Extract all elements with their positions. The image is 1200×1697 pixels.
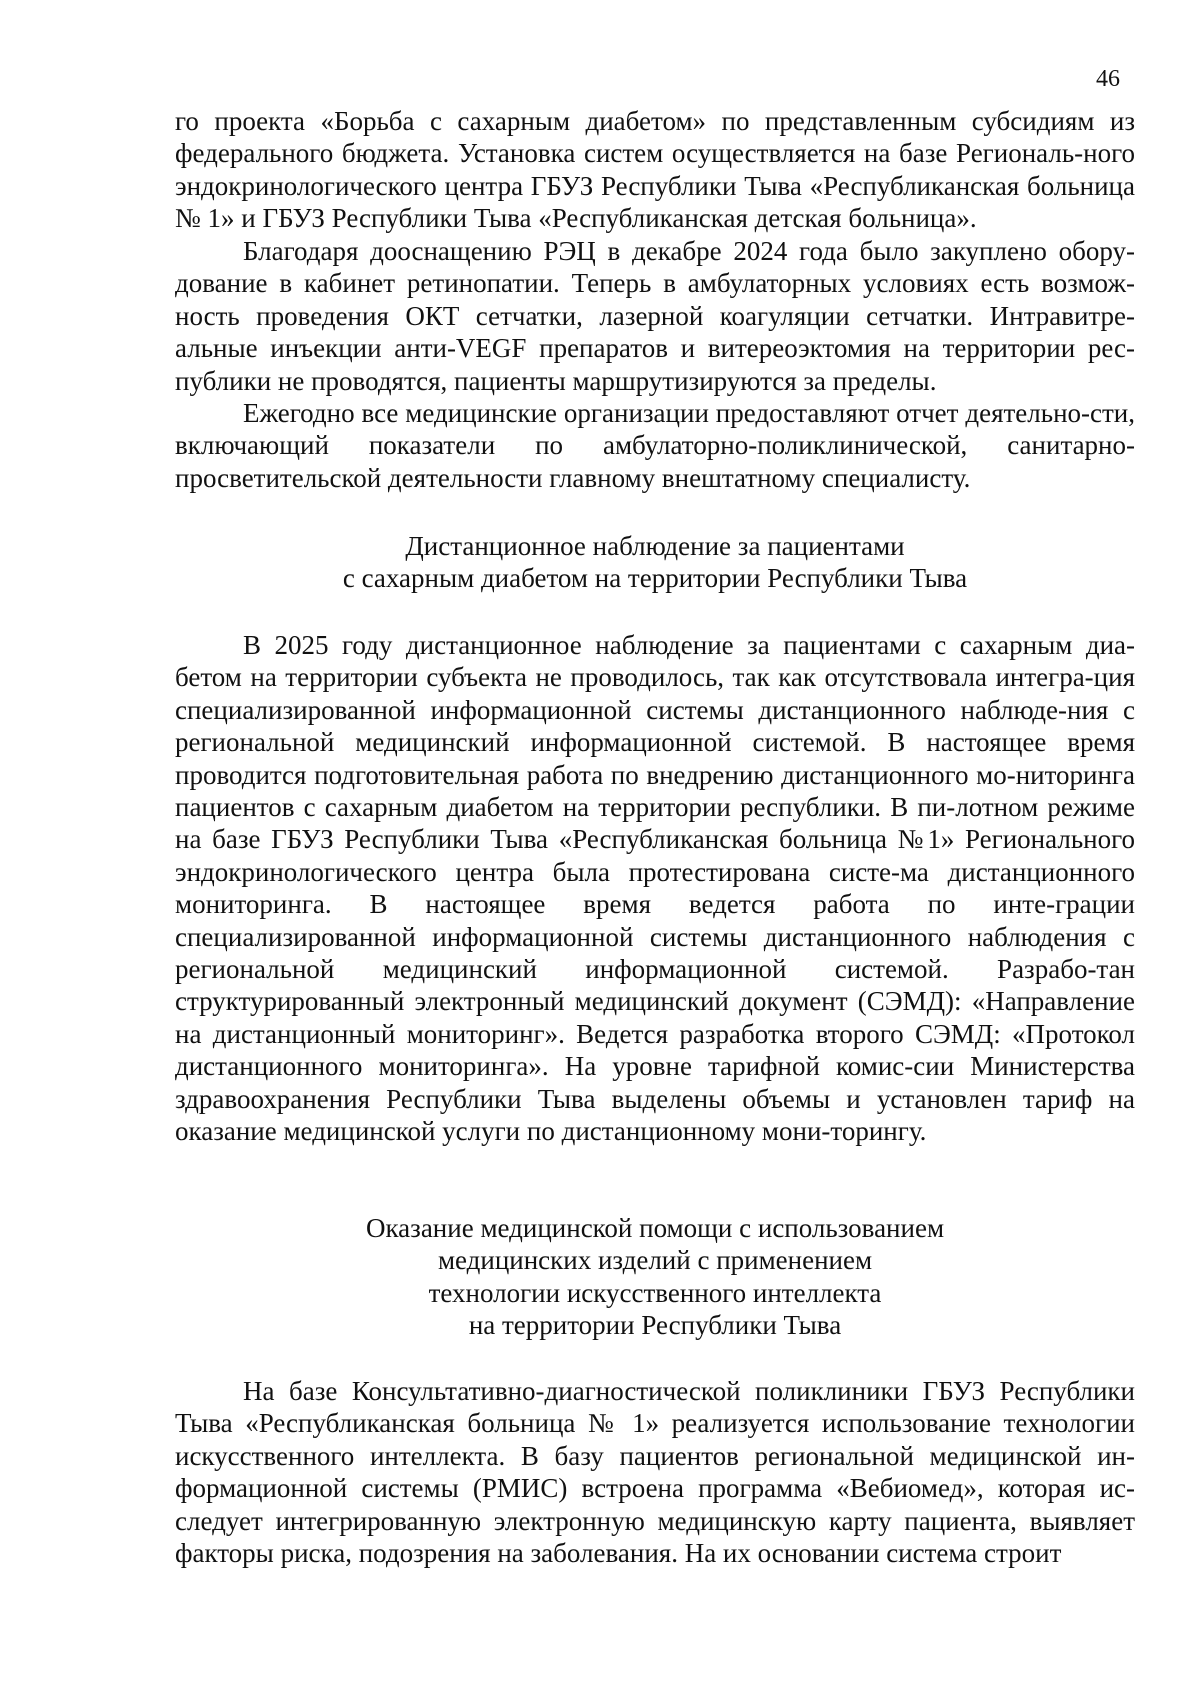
paragraph-remote-monitoring	[175, 629, 1135, 1148]
paragraph: В 2025 году дистанционное наблюдение за пациентами с сахарным диа-бетом на территории субъекта не проводилось, так как отсутствовала интегра-ция специализированной информационной системы дистанционного наблюде-ния с региональной медицинский информационной системой. В настоящее время проводится подготовительная работа по внедрению дистанционного мо-ниторинга пациентов с сахарным диабетом на территории республики. В пи-лотном режиме на базе ГБУЗ Республики Тыва «Республиканская больница №1» Регионального эндокринологического центра была протестирована систе-ма дистанционного мониторинга. В настоящее время ведется работа по инте-грации специализированной информационной системы дистанционного наблюдения с региональной медицинский информационной системой. Разрабо-тан структурированный электронный медицинский документ (СЭМД): «Направление на дистанционный мониторинг». Ведется разработка второго СЭМД: «Протокол дистанционного мониторинга». На уровне тарифной комис-сии Министерства здравоохранения Республики Тыва выделены объемы и установлен тариф на оказание медицинской услуги по дистанционному мони-торингу.	[175, 630, 1135, 1147]
paragraph-intro-continuation	[175, 105, 1135, 235]
section-heading-remote-monitoring	[175, 530, 1135, 595]
heading-line: на территории Республики Тыва	[468, 1310, 842, 1341]
section-heading	[175, 1212, 1135, 1342]
section-heading-ai	[175, 1212, 1135, 1342]
page-number: 46	[1096, 66, 1120, 92]
paragraph-ret-equipment	[175, 235, 1135, 397]
heading-line: технологии искусственного интеллекта	[428, 1277, 882, 1308]
paragraph: Ежегодно все медицинские организации предоставляют отчет деятельно-сти, включающий показатели по амбулаторно-поликлинической, санитарно-просветительской деятельности главному внештатному специалисту.	[175, 398, 1135, 493]
paragraph: На базе Консультативно-диагностической поликлиники ГБУЗ Республики Тыва «Республиканская больница № 1» реализуется использование технологии искусственного интеллекта. В базу пациентов региональной медицинской ин-формационной системы (РМИС) встроена программа «Вебиомед», которая ис-следует интегрированную электронную медицинскую карту пациента, выявляет факторы риска, подозрения на заболевания. На их основании система строит	[175, 1376, 1135, 1569]
paragraph-annual-report	[175, 397, 1135, 494]
paragraph: Благодаря дооснащению РЭЦ в декабре 2024 года было закуплено обору-дование в кабинет ретинопатии. Теперь в амбулаторных условиях есть возмож-ность проведения ОКТ сетчатки, лазерной коагуляции сетчатки. Интравитре-альные инъекции анти-VEGF препаратов и витереоэктомия на территории рес-публики не проводятся, пациенты маршрутизируются за пределы.	[175, 236, 1135, 396]
paragraph: го проекта «Борьба с сахарным диабетом» по представленным субсидиям из федерального бюджета. Установка систем осуществляется на базе Региональ-ного эндокринологического центра ГБУЗ Республики Тыва «Республиканская больница № 1» и ГБУЗ Республики Тыва «Республиканская детская больница».	[175, 106, 1135, 234]
heading-line: с сахарным диабетом на территории Республики Тыва	[342, 563, 968, 594]
heading-line: медицинских изделий с применением	[437, 1245, 873, 1276]
heading-line: Дистанционное наблюдение за пациентами	[405, 531, 905, 561]
heading-line: Оказание медицинской помощи с использованием	[365, 1213, 945, 1243]
paragraph-ai-webiomed	[175, 1375, 1135, 1569]
section-heading	[175, 530, 1135, 595]
